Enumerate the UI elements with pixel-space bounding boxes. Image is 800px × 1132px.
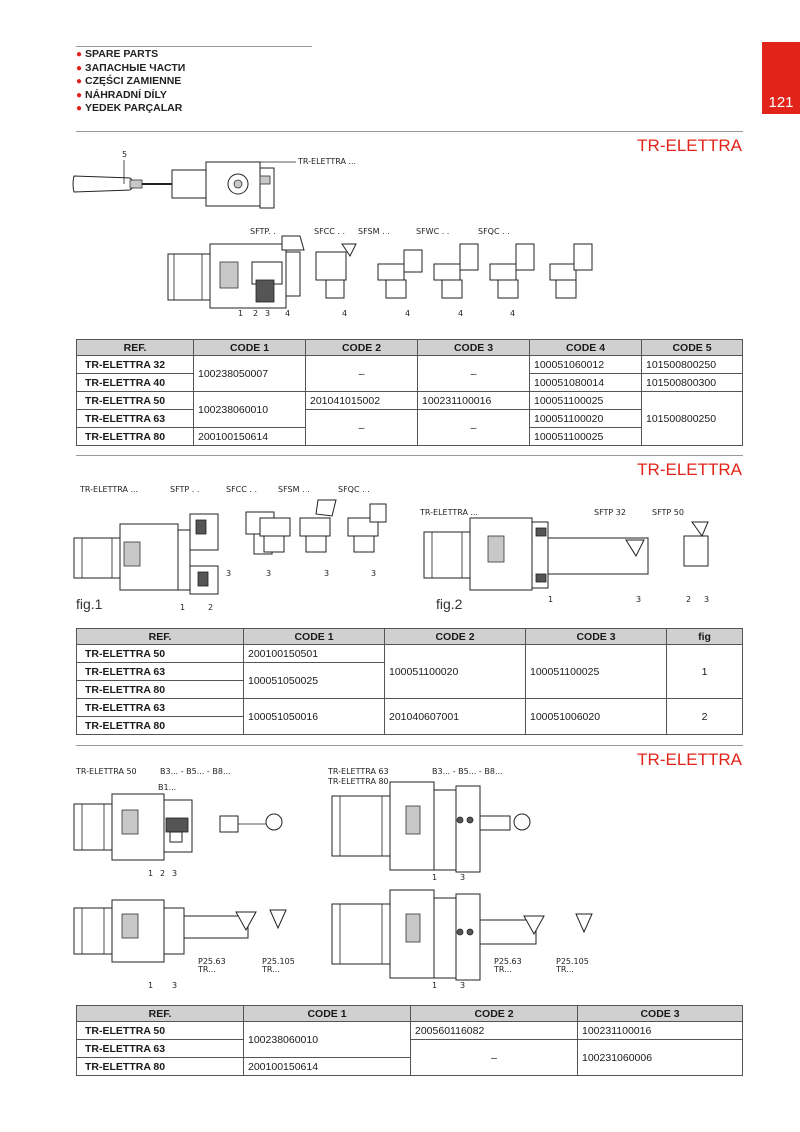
table-header-row	[77, 340, 743, 356]
code-cell: 100051100025	[530, 392, 642, 410]
code-cell: 100231060006	[578, 1040, 743, 1076]
part-number: 3	[226, 569, 232, 578]
table-row	[77, 699, 743, 717]
column-header: REF.	[77, 629, 244, 645]
tool-body-drawing	[332, 890, 592, 980]
part-number: 3	[265, 309, 271, 318]
table-row	[77, 356, 743, 374]
part-number: 3	[460, 981, 466, 990]
ref-cell: TR-ELETTRA 50	[77, 1022, 244, 1040]
bar-label: B3... - B5... - B8...	[160, 767, 231, 776]
language-item: ● SPARE PARTS	[76, 48, 159, 60]
code-cell: 100238060010	[244, 1022, 411, 1058]
section1-diagram	[60, 140, 760, 335]
part-number: 4	[458, 309, 464, 318]
ref-cell: TR-ELETTRA 32	[77, 356, 194, 374]
tool-body-drawing	[74, 794, 282, 860]
tool-body-drawing	[424, 518, 708, 590]
column-header: CODE 4	[530, 340, 642, 356]
product-label: P25.105	[556, 957, 589, 966]
code-cell: 100231100016	[418, 392, 530, 410]
code-cell: 100051100025	[530, 428, 642, 446]
ref-cell: TR-ELETTRA 40	[77, 374, 194, 392]
section-divider	[76, 131, 743, 132]
language-item: ● ЗАПАСНЫЕ ЧАСТИ	[76, 61, 186, 74]
column-header: CODE 3	[526, 629, 667, 645]
insert-label: SFTP. .	[250, 227, 276, 236]
fig-cell: 1	[667, 645, 743, 699]
spare-parts-table-3	[76, 1005, 743, 1076]
bar-label: B1...	[158, 783, 177, 792]
ref-cell: TR-ELETTRA 80	[77, 1058, 244, 1076]
part-number: 3	[704, 595, 710, 604]
code-cell: 200100150501	[244, 645, 385, 663]
part-number: 1	[432, 981, 438, 990]
unit-label: TR-ELETTRA 80	[328, 777, 389, 786]
page-number: 121	[768, 94, 794, 111]
unit-label: TR-ELETTRA ...	[420, 508, 479, 517]
code-cell: 100051080014	[530, 374, 642, 392]
ref-cell: TR-ELETTRA 63	[77, 699, 244, 717]
part-number: 3	[460, 873, 466, 882]
code-cell: 100051006020	[526, 699, 667, 735]
ref-cell: TR-ELETTRA 80	[77, 428, 194, 446]
code-cell: 200100150614	[244, 1058, 411, 1076]
insert-label: SFQC . .	[338, 485, 370, 494]
insert-holder-drawing	[348, 504, 386, 552]
part-number: 3	[371, 569, 377, 578]
part-number: 4	[405, 309, 411, 318]
tool-body-drawing	[332, 782, 530, 872]
tool-holder-drawing	[172, 157, 356, 208]
part-number: 3	[266, 569, 272, 578]
part-number: 1	[148, 981, 154, 990]
product-label: P25.63	[198, 957, 226, 966]
ref-cell: TR-ELETTRA 80	[77, 717, 244, 735]
column-header: CODE 3	[578, 1006, 743, 1022]
part-number: 2	[253, 309, 259, 318]
part-number: 2	[686, 595, 692, 604]
tool-body-drawing	[74, 900, 286, 962]
table-row	[77, 645, 743, 663]
code-cell: 201041015002	[306, 392, 418, 410]
ref-cell: TR-ELETTRA 63	[77, 1040, 244, 1058]
column-header: CODE 2	[411, 1006, 578, 1022]
insert-label: SFTP . .	[170, 485, 200, 494]
section-divider	[76, 455, 743, 456]
insert-label: SFSM . .	[278, 485, 310, 494]
code-cell: 100238050007	[194, 356, 306, 392]
part-number: 4	[285, 309, 291, 318]
unit-label: TR-ELETTRA ...	[298, 157, 357, 166]
column-header: REF.	[77, 1006, 244, 1022]
section-title: TR-ELETTRA	[637, 460, 742, 479]
table-row	[77, 1022, 743, 1040]
code-cell: 100051050016	[244, 699, 385, 735]
spare-parts-table-1	[76, 339, 743, 446]
language-item: ● CZĘŚCI ZAMIENNE	[76, 75, 182, 88]
column-header: fig	[667, 629, 743, 645]
part-number: 1	[548, 595, 554, 604]
insert-label: SFTP 50	[652, 508, 684, 517]
column-header: REF.	[77, 340, 194, 356]
code-cell: 200560116082	[411, 1022, 578, 1040]
product-label: P25.63	[494, 957, 522, 966]
part-number: 1	[432, 873, 438, 882]
code-cell: 100051100020	[530, 410, 642, 428]
code-cell: –	[418, 356, 530, 392]
code-cell: 200100150614	[194, 428, 306, 446]
code-cell: 101500800300	[642, 374, 743, 392]
spare-parts-table-2	[76, 628, 743, 735]
section-title: TR-ELETTRA	[637, 750, 742, 769]
code-cell: –	[411, 1040, 578, 1076]
code-cell: –	[418, 410, 530, 446]
code-cell: 100238060010	[194, 392, 306, 428]
product-label: TR...	[198, 965, 216, 974]
ref-cell: TR-ELETTRA 63	[77, 410, 194, 428]
section2-diagram	[60, 478, 760, 618]
table-row	[77, 392, 743, 410]
column-header: CODE 1	[194, 340, 306, 356]
section-title: TR-ELETTRA	[637, 136, 742, 155]
ref-cell: TR-ELETTRA 50	[77, 645, 244, 663]
unit-label: TR-ELETTRA ...	[80, 485, 139, 494]
language-list	[76, 46, 312, 116]
insert-holder-drawing	[490, 244, 534, 298]
language-item: ● NÁHRADNÍ DÍLY	[76, 88, 167, 101]
code-cell: 101500800250	[642, 392, 743, 446]
table-header-row	[77, 629, 743, 645]
column-header: CODE 2	[385, 629, 526, 645]
code-cell: 100051100020	[385, 645, 526, 699]
part-number: 4	[510, 309, 516, 318]
insert-label: SFWC . .	[416, 227, 450, 236]
code-cell: 100051100025	[526, 645, 667, 699]
insert-holder-drawing	[434, 244, 478, 298]
product-label: TR...	[556, 965, 574, 974]
part-number: 1	[238, 309, 244, 318]
ref-cell: TR-ELETTRA 63	[77, 663, 244, 681]
insert-label: SFCC . .	[314, 227, 346, 236]
part-number: 5	[122, 150, 128, 159]
part-number: 3	[172, 981, 178, 990]
unit-label: TR-ELETTRA 50	[76, 767, 137, 776]
product-label: TR...	[262, 965, 280, 974]
part-number: 4	[342, 309, 348, 318]
column-header: CODE 2	[306, 340, 418, 356]
product-label: P25.105	[262, 957, 295, 966]
part-number: 3	[324, 569, 330, 578]
insert-label: SFCC . .	[226, 485, 258, 494]
insert-holder-drawing	[260, 518, 290, 552]
part-number: 3	[172, 869, 178, 878]
insert-holder-drawing	[300, 500, 336, 552]
part-number: 1	[180, 603, 186, 612]
column-header: CODE 5	[642, 340, 743, 356]
insert-label: SFQC . .	[478, 227, 510, 236]
insert-label: SFTP 32	[594, 508, 626, 517]
tool-assembly-drawing	[168, 236, 304, 308]
code-cell: 100231100016	[578, 1022, 743, 1040]
column-header: CODE 1	[244, 1006, 411, 1022]
ref-cell: TR-ELETTRA 50	[77, 392, 194, 410]
figure-label: fig.2	[436, 596, 463, 612]
insert-holder-drawing	[550, 244, 592, 298]
product-label: TR...	[494, 965, 512, 974]
part-number: 2	[160, 869, 166, 878]
code-cell: 100051050025	[244, 663, 385, 699]
table-header-row	[77, 1006, 743, 1022]
part-number: 3	[636, 595, 642, 604]
insert-holder-drawing	[316, 244, 356, 298]
part-number: 2	[208, 603, 214, 612]
code-cell: –	[306, 410, 418, 446]
code-cell: –	[306, 356, 418, 392]
tool-body-drawing	[74, 514, 218, 594]
fig-cell: 2	[667, 699, 743, 735]
insert-holder-drawing	[378, 250, 422, 298]
ref-cell: TR-ELETTRA 80	[77, 681, 244, 699]
unit-label: TR-ELETTRA 63	[328, 767, 389, 776]
column-header: CODE 1	[244, 629, 385, 645]
section-divider	[76, 745, 743, 746]
code-cell: 101500800250	[642, 356, 743, 374]
part-number: 1	[148, 869, 154, 878]
bar-label: B3... - B5... - B8...	[432, 767, 503, 776]
language-item: ● YEDEK PARÇALAR	[76, 102, 183, 115]
column-header: CODE 3	[418, 340, 530, 356]
code-cell: 201040607001	[385, 699, 526, 735]
figure-label: fig.1	[76, 596, 103, 612]
insert-label: SFSM . .	[358, 227, 390, 236]
section3-diagram	[60, 760, 760, 1000]
code-cell: 100051060012	[530, 356, 642, 374]
